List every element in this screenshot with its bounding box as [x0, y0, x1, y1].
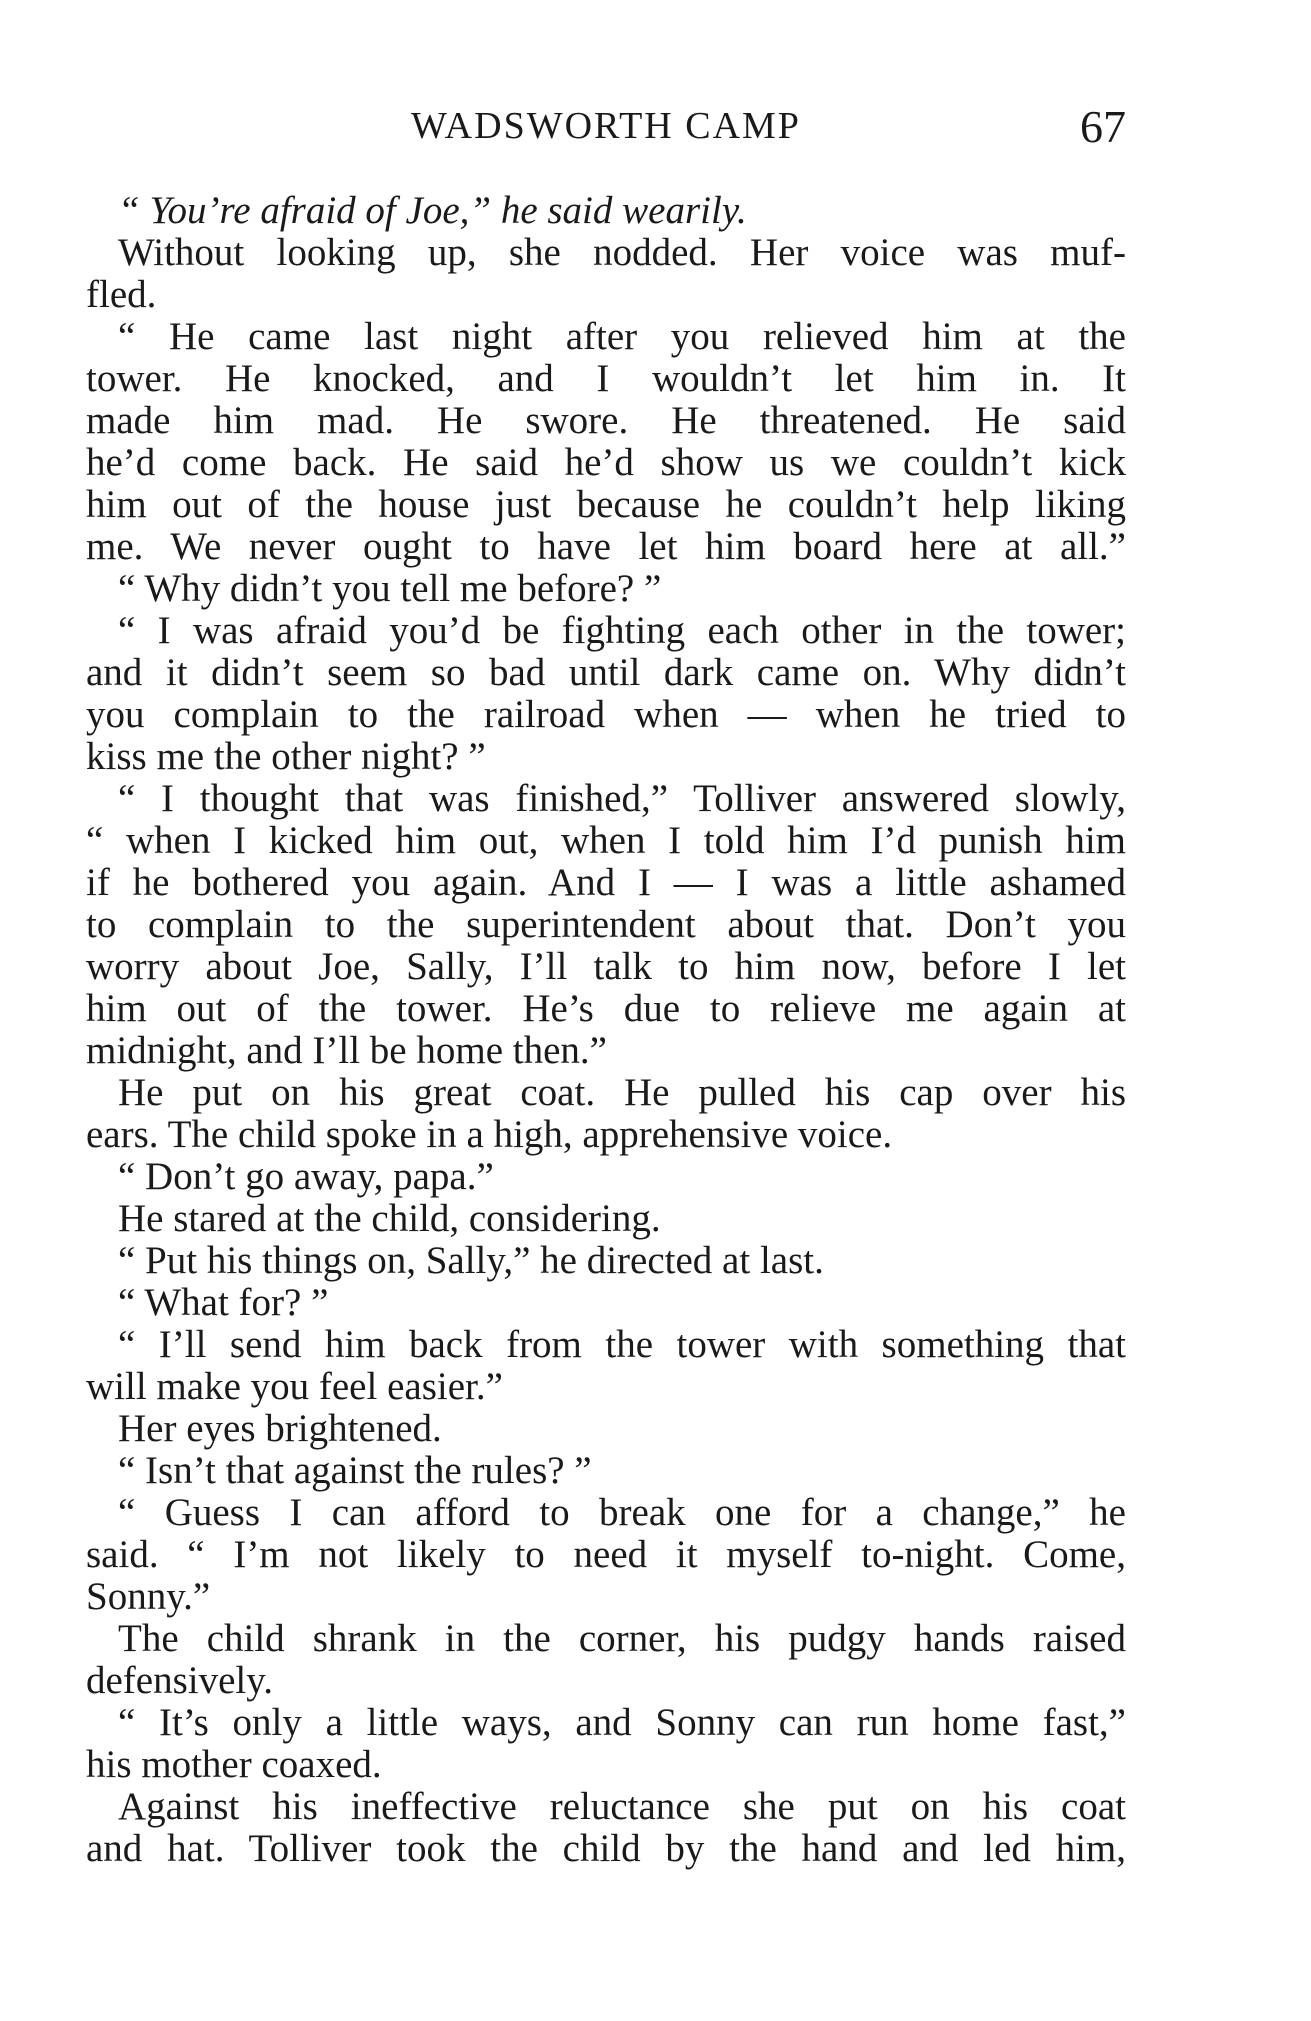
text-line: tower. He knocked, and I wouldn’t let him in. It: [86, 358, 1126, 400]
text-line: Against his ineffective reluctance she put on his coat: [118, 1786, 1126, 1828]
body-text: [86, 190, 1126, 1870]
text-line: He put on his great coat. He pulled his cap over his: [118, 1072, 1126, 1114]
text-line: Sonny.”: [86, 1576, 211, 1618]
running-head: [86, 100, 1126, 160]
text-line: “ Don’t go away, papa.”: [118, 1156, 494, 1198]
text-line: he’d come back. He said he’d show us we couldn’t kick: [86, 442, 1126, 484]
text-line: He stared at the child, considering.: [118, 1198, 661, 1240]
text-line: “ when I kicked him out, when I told him I’d punish him: [86, 820, 1126, 862]
text-line: “ It’s only a little ways, and Sonny can run home fast,”: [118, 1702, 1126, 1744]
text-line: him out of the house just because he couldn’t help liking: [86, 484, 1126, 526]
text-line: said. “ I’m not likely to need it myself to-night. Come,: [86, 1534, 1126, 1576]
text-line: “ Guess I can afford to break one for a change,” he: [118, 1492, 1126, 1534]
text-line: ears. The child spoke in a high, apprehensive voice.: [86, 1114, 893, 1156]
text-line: will make you feel easier.”: [86, 1366, 503, 1408]
text-line: “ He came last night after you relieved him at the: [118, 316, 1126, 358]
text-line: him out of the tower. He’s due to relieve me again at: [86, 988, 1126, 1030]
page-number: 67: [1080, 101, 1126, 152]
running-title: WADSWORTH CAMP: [411, 105, 801, 147]
text-line: fled.: [86, 274, 157, 316]
text-line: “ I’ll send him back from the tower with something that: [118, 1324, 1126, 1366]
text-line: to complain to the superintendent about that. Don’t you: [86, 904, 1126, 946]
text-line: defensively.: [86, 1660, 273, 1702]
text-line: The child shrank in the corner, his pudgy hands raised: [118, 1618, 1126, 1660]
text-line: worry about Joe, Sally, I’ll talk to him now, before I let: [86, 946, 1126, 988]
text-line: “ Isn’t that against the rules? ”: [118, 1450, 592, 1492]
text-line: “ Put his things on, Sally,” he directed at last.: [118, 1240, 824, 1282]
text-line: kiss me the other night? ”: [86, 736, 486, 778]
text-line: “ What for? ”: [118, 1282, 329, 1324]
text-line: made him mad. He swore. He threatened. He said: [86, 400, 1126, 442]
text-line: “ Why didn’t you tell me before? ”: [118, 568, 662, 610]
text-line: midnight, and I’ll be home then.”: [86, 1030, 607, 1072]
text-line: his mother coaxed.: [86, 1744, 382, 1786]
text-line: and it didn’t seem so bad until dark came on. Why didn’t: [86, 652, 1126, 694]
text-line: “ You’re afraid of Joe,” he said wearily.: [118, 190, 747, 232]
text-line: me. We never ought to have let him board here at all.”: [86, 526, 1126, 568]
text-line: Her eyes brightened.: [118, 1408, 442, 1450]
text-line: “ I thought that was finished,” Tolliver answered slowly,: [118, 778, 1126, 820]
text-line: if he bothered you again. And I — I was a little ashamed: [86, 862, 1126, 904]
text-line: “ I was afraid you’d be fighting each other in the tower;: [118, 610, 1126, 652]
text-line: and hat. Tolliver took the child by the hand and led him,: [86, 1828, 1126, 1870]
text-line: Without looking up, she nodded. Her voice was muf-: [118, 232, 1126, 274]
text-line: you complain to the railroad when — when he tried to: [86, 694, 1126, 736]
